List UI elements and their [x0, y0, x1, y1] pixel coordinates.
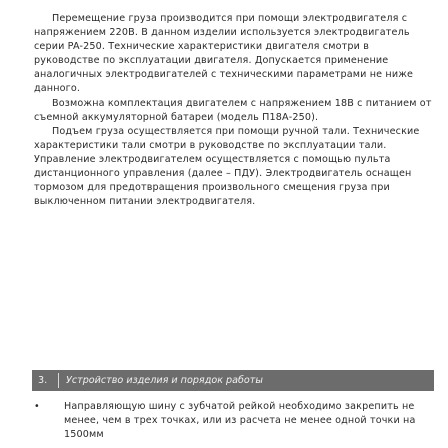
heading-divider [58, 373, 59, 388]
body-text [34, 12, 432, 209]
list-item [34, 400, 432, 442]
section-heading [32, 370, 434, 391]
section-title: Устройство изделия и порядок работы [66, 375, 263, 386]
paragraph-lifting: Подъем груза осуществляется при помощи ручной тали. Технические характеристики тали смотри в руководстве по эксплуатации тали. Управление электродвигателем осуществляется с помощью пульта дистанционного управления (далее – ПДУ). Электродвигатель оснащен тормозом для предотвращения произвольного смещения груза при выключенном питании электродвигателя. [34, 125, 420, 208]
section-number: 3. [38, 375, 48, 386]
paragraph-motor: Перемещение груза производится при помощи электродвигателя с напряжением 220В. В данном изделии используется электродвигатель серии PA-250. Технические характеристики двигателя смотри в руководстве по эксплуатации двигателя. Допускается применение аналогичных электродвигателей с техническими параметрами не ниже данного. [34, 13, 414, 95]
paragraph-battery-option: Возможна комплектация двигателем с напряжением 18В с питанием от съемной аккумуляторной батареи (модель П18А-250). [34, 97, 432, 123]
bullet-marker: • [34, 401, 40, 412]
list-item-text: Направляющую шину с зубчатой рейкой необходимо закрепить не менее, чем в трех точках, или из расчета не менее одной точки на 1500мм [64, 401, 416, 441]
